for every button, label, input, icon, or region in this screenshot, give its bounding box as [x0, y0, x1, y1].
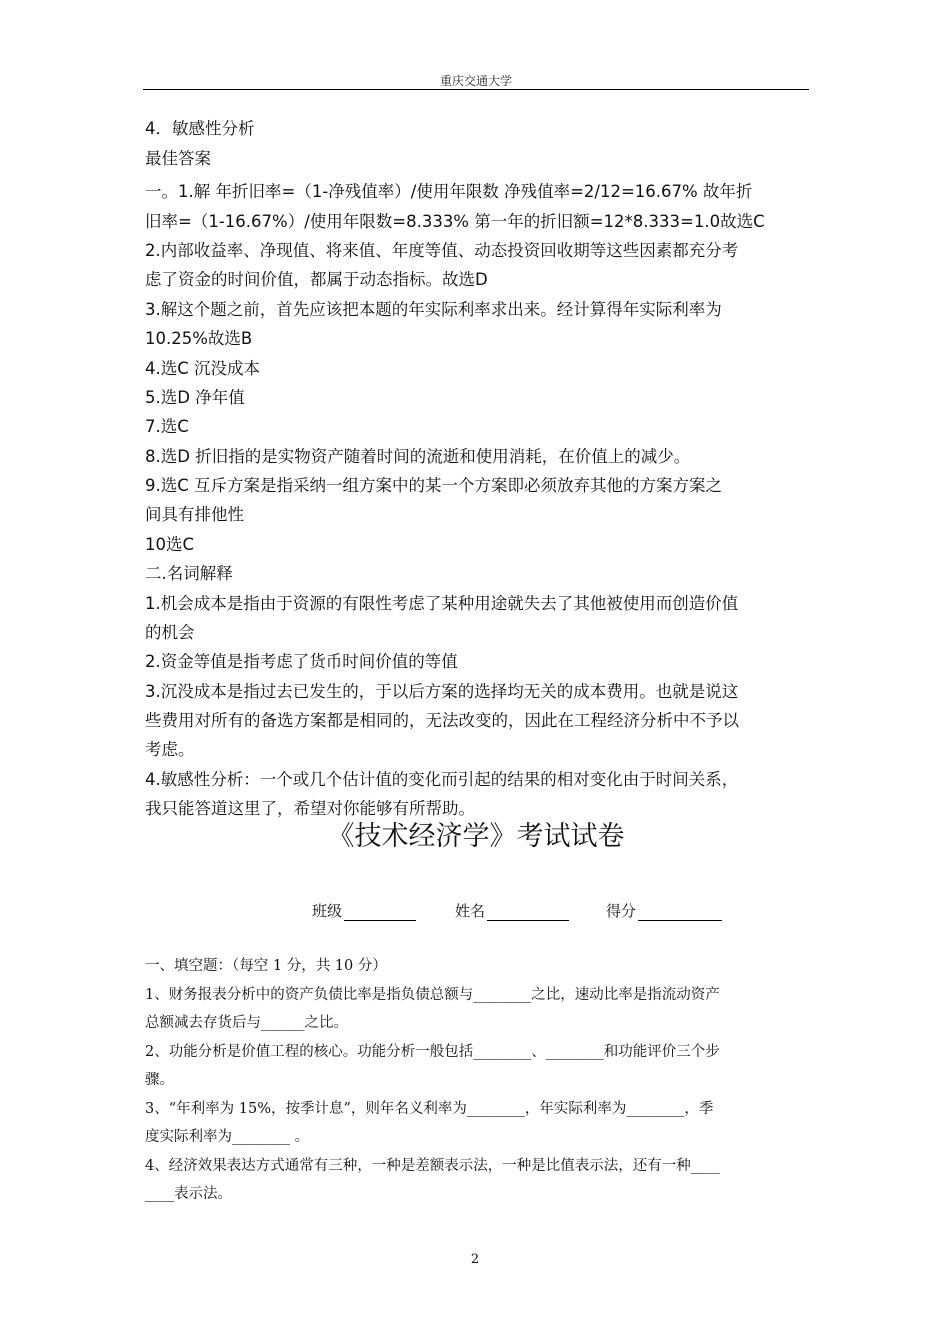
answer-line: 4.敏感性分析：一个或几个估计值的变化而引起的结果的相对变化由于时间关系， [145, 770, 739, 789]
name-field [455, 900, 569, 921]
name-blank [487, 904, 569, 921]
question-line: 4、经济效果表达方式通常有三种，一种是差额表示法，一种是比值表示法，还有一种____ [145, 1158, 720, 1174]
question-line: 度实际利率为________ 。 [145, 1129, 310, 1145]
exam-title: 《技术经济学》考试试卷 [327, 821, 625, 852]
answer-line: 10选C [145, 535, 195, 554]
question-line: 1、财务报表分析中的资产负债比率是指负债总额与________之比，速动比率是指流动资产 [145, 987, 720, 1003]
question-line: 总额减去存货后与______之比。 [145, 1015, 348, 1031]
answer-line: 旧率=（1-16.67%）/使用年限数=8.333% 第一年的折旧额=12*8.333=1.0故选C [145, 212, 765, 231]
score-field [606, 900, 722, 921]
question-line: 2、功能分析是价值工程的核心。功能分析一般包括________、________和功能评价三个步 [145, 1044, 720, 1060]
answer-line: 间具有排他性 [145, 505, 244, 524]
answer-line: 10.25%故选B [145, 329, 253, 348]
answer-line: 3.解这个题之前，首先应该把本题的年实际利率求出来。经计算得年实际利率为 [145, 300, 722, 319]
answer-line: 3.沉没成本是指过去已发生的，于以后方案的选择均无关的成本费用。也就是说这 [145, 682, 739, 701]
class-blank [344, 904, 416, 921]
answer-line: 最佳答案 [145, 149, 211, 168]
answer-line: 些费用对所有的备选方案都是相同的，无法改变的，因此在工程经济分析中不予以 [145, 711, 739, 730]
answer-line: 2.内部收益率、净现值、将来值、年度等值、动态投资回收期等这些因素都充分考 [145, 241, 739, 260]
answer-line: 2.资金等值是指考虑了货币时间价值的等值 [145, 652, 458, 671]
score-label: 得分 [606, 902, 637, 920]
page-number: 2 [470, 1252, 480, 1267]
question-line: ____表示法。 [145, 1186, 232, 1202]
answer-line: 1.机会成本是指由于资源的有限性考虑了某种用途就失去了其他被使用而创造价值 [145, 594, 739, 613]
question-line: 3、“年利率为 15%，按季计息”，则年名义利率为________，年实际利率为________，季 [145, 1101, 714, 1117]
answer-line: 一。1.解 年折旧率=（1-净残值率）/使用年限数 净残值率=2/12=16.67% 故年折 [145, 182, 753, 201]
running-header: 重庆交通大学 [439, 74, 512, 88]
class-label: 班级 [312, 902, 343, 920]
answer-line: 8.选D 折旧指的是实物资产随着时间的流逝和使用消耗，在价值上的减少。 [145, 447, 691, 466]
class-field [312, 900, 416, 921]
answer-line: 9.选C 互斥方案是指采纳一组方案中的某一个方案即必须放弃其他的方案方案之 [145, 476, 723, 495]
score-blank [638, 904, 722, 921]
answer-line: 5.选D 净年值 [145, 388, 245, 407]
answer-line: 虑了资金的时间价值，都属于动态指标。故选D [145, 270, 488, 289]
name-label: 姓名 [455, 902, 486, 920]
question-line: 一、填空题：（每空 1 分，共 10 分） [145, 958, 387, 974]
answer-line: 二.名词解释 [145, 564, 233, 583]
answer-line: 考虑。 [145, 740, 195, 759]
answer-line: 我只能答道这里了，希望对你能够有所帮助。 [145, 799, 475, 818]
answer-line: 的机会 [145, 623, 195, 642]
answer-line: 7.选C [145, 417, 189, 436]
answer-line: 4.选C 沉没成本 [145, 359, 261, 378]
header-rule [143, 89, 809, 90]
answer-line: 4．敏感性分析 [145, 119, 255, 138]
question-line: 骤。 [145, 1072, 174, 1088]
